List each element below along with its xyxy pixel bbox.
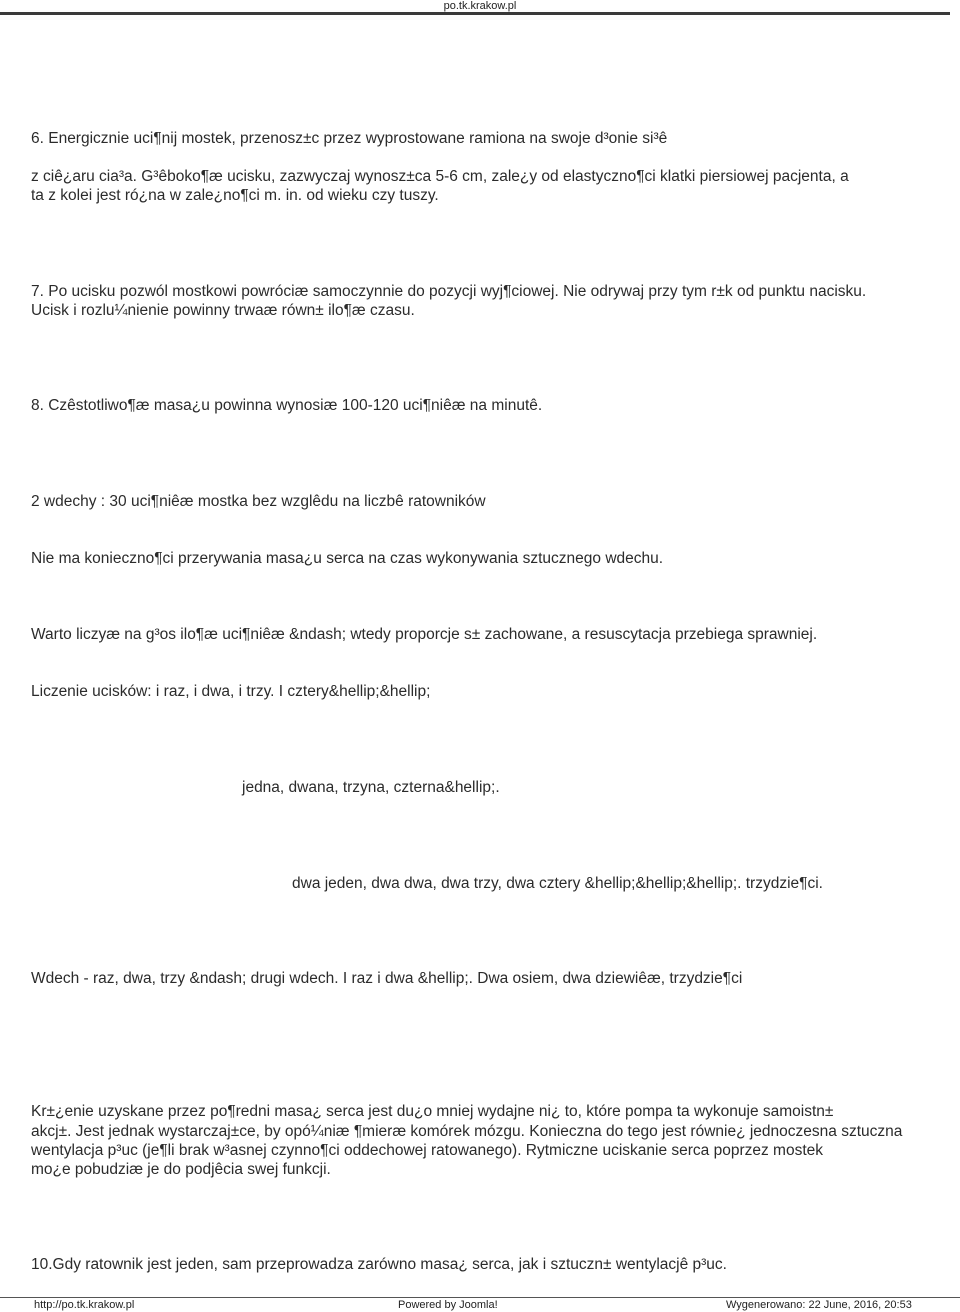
paragraph-8: 8. Czêstotliwo¶æ masa¿u powinna wynosiæ 100-120 uci¶niêæ na minutê. [31,397,543,414]
footer-divider [0,1297,960,1298]
footer-generated-date: Wygenerowano: 22 June, 2016, 20:53 [726,1299,912,1311]
paragraph-liczenie: Liczenie ucisków: i raz, i dwa, i trzy. I cztery&hellip;&hellip; [31,683,431,700]
paragraph-7-line-1: 7. Po ucisku pozwól mostkowi powróciæ samoczynnie do pozycji wyj¶ciowej. Nie odrywaj przy tym r±k od punktu nacisku. [31,283,867,300]
paragraph-6-line-3: ta z kolei jest ró¿na w zale¿no¶ci m. in. od wieku czy tuszy. [31,187,439,204]
paragraph-warto: Warto liczyæ na g³os ilo¶æ uci¶niêæ &ndash; wtedy proporcje s± zachowane, a resuscytacja przebiega sprawniej. [31,626,818,643]
paragraph-dwa-jeden: dwa jeden, dwa dwa, dwa trzy, dwa cztery &hellip;&hellip;&hellip;. trzydzie¶ci. [292,875,823,892]
paragraph-krazenie-line-1: Kr±¿enie uzyskane przez po¶redni masa¿ serca jest du¿o mniej wydajne ni¿ to, które pompa ta wykonuje samoistn± [31,1103,834,1120]
paragraph-7-line-2: Ucisk i rozlu¼nienie powinny trwaæ równ± ilo¶æ czasu. [31,302,415,319]
footer-url-link[interactable]: http://po.tk.krakow.pl [34,1299,135,1311]
paragraph-krazenie-line-2: akcj±. Jest jednak wystarczaj±ce, by opó¼niæ ¶mieræ komórek mózgu. Konieczna do tego jest równie¿ jednoczesna sztuczna [31,1123,903,1140]
paragraph-krazenie-line-4: mo¿e pobudziæ je do podjêcia swej funkcji. [31,1161,331,1178]
paragraph-wdechy: 2 wdechy : 30 uci¶niêæ mostka bez wzglêdu na liczbê ratowników [31,493,486,510]
paragraph-krazenie-line-3: wentylacja p³uc (je¶li brak w³asnej czynno¶ci oddechowej ratowanego). Rytmiczne uciskanie serca poprzez mostek [31,1142,823,1159]
footer-powered-by[interactable]: Powered by Joomla! [398,1299,498,1311]
paragraph-jedna: jedna, dwana, trzyna, czterna&hellip;. [242,779,500,796]
header-site-url[interactable]: po.tk.krakow.pl [443,0,517,12]
paragraph-6-line-1: 6. Energicznie uci¶nij mostek, przenosz±c przez wyprostowane ramiona na swoje d³onie si³ê [31,130,668,147]
paragraph-10: 10.Gdy ratownik jest jeden, sam przeprowadza zarówno masa¿ serca, jak i sztuczn± wentylacjê p³uc. [31,1256,727,1273]
paragraph-6-line-2: z ciê¿aru cia³a. G³êboko¶æ ucisku, zazwyczaj wynosz±ca 5-6 cm, zale¿y od elastyczno¶ci klatki piersiowej pacjenta, a [31,168,849,185]
header-divider [0,12,950,15]
paragraph-nie-ma: Nie ma konieczno¶ci przerywania masa¿u serca na czas wykonywania sztucznego wdechu. [31,550,664,567]
paragraph-wdech: Wdech - raz, dwa, trzy &ndash; drugi wdech. I raz i dwa &hellip;. Dwa osiem, dwa dziewiêæ, trzydzie¶ci [31,970,743,987]
